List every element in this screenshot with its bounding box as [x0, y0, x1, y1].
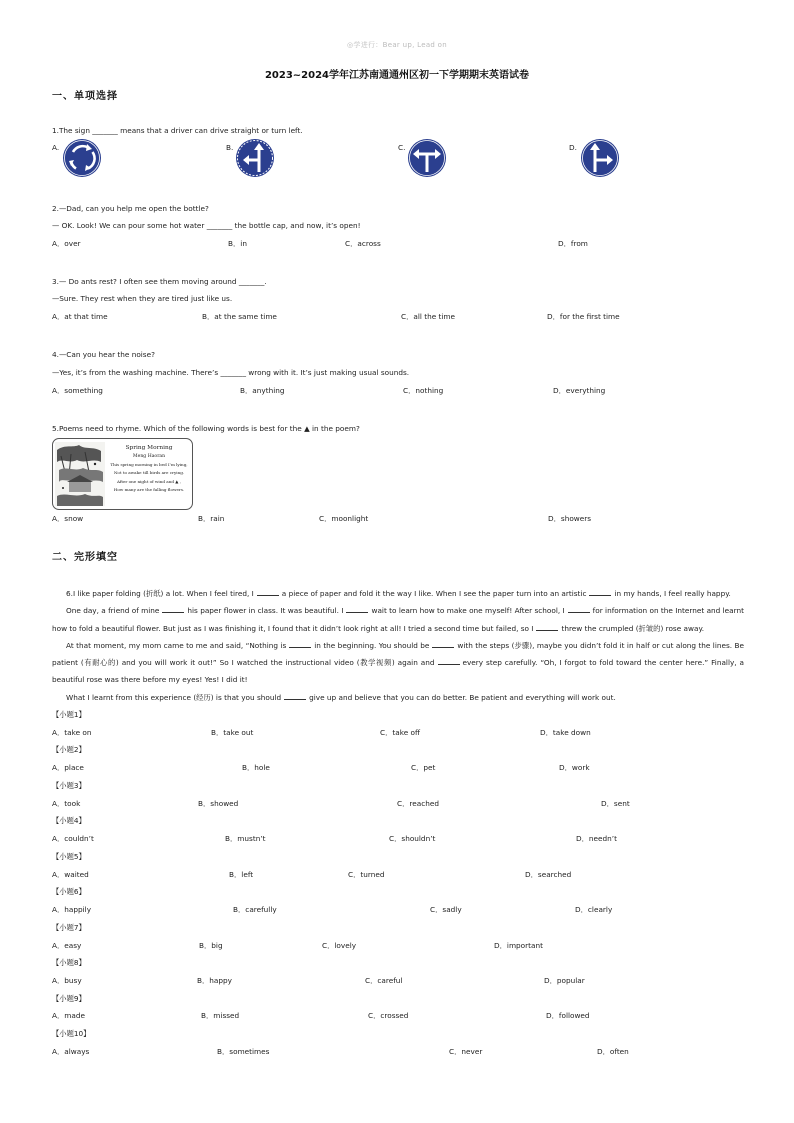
- subquestion-label: 【小题10】: [52, 1029, 91, 1038]
- roundabout-sign-icon: [62, 138, 102, 178]
- poem-author: Meng Haoran: [132, 454, 166, 459]
- straight-or-left-sign-icon: [235, 138, 275, 178]
- subquestion-option: B．mustn’t: [225, 834, 266, 843]
- subquestion-option: D．needn’t: [576, 834, 617, 843]
- subquestion-option: B．big: [199, 941, 223, 950]
- subquestion-label: 【小题1】: [52, 710, 86, 719]
- question-1-option-a-label: A.: [52, 143, 60, 152]
- subquestion-option: D．work: [559, 763, 590, 772]
- question-4-option-c: C．nothing: [403, 386, 444, 395]
- subquestion-label: 【小题2】: [52, 745, 86, 754]
- subquestion-option: B．left: [229, 870, 254, 879]
- question-1-option-c-label: C.: [398, 143, 406, 152]
- subquestion-label: 【小题8】: [52, 958, 86, 967]
- blank-10: [284, 693, 306, 700]
- question-3-option-c: C．all the time: [401, 312, 456, 321]
- subquestion-label: 【小题3】: [52, 781, 86, 790]
- poem-title: Spring Morning: [125, 445, 173, 451]
- cloze-text: for information on the Internet and learnt how to fold a beautiful flower. But just as I was finishing it, I found that it didn’t look right at all! I tried a second time but failed, so I: [52, 606, 744, 633]
- subquestion-option: D．popular: [544, 976, 585, 985]
- subquestion-option: A．couldn’t: [52, 834, 94, 843]
- ink-painting-illustration: [55, 442, 105, 506]
- cloze-text: At that moment, my mom came to me and said, “Nothing is: [66, 640, 287, 650]
- subquestion-option: C．shouldn’t: [389, 834, 436, 843]
- cloze-text: a piece of paper and fold it the way I like. When I see the paper turn into an artistic: [281, 589, 587, 598]
- subquestion-option: C．take off: [380, 728, 420, 737]
- subquestion-option: A．place: [52, 763, 84, 772]
- question-1-stem: 1.The sign _______ means that a driver can drive straight or turn left.: [52, 126, 303, 135]
- subquestion-option: B．missed: [201, 1011, 240, 1020]
- question-2-option-a: A．over: [52, 239, 81, 248]
- subquestion-option: A．took: [52, 799, 81, 808]
- subquestion-option: A．happily: [52, 905, 92, 914]
- question-3-line-2: —Sure. They rest when they are tired just like us.: [52, 294, 233, 303]
- subquestion-option: C．never: [449, 1047, 483, 1056]
- question-4-option-a: A．something: [52, 386, 103, 395]
- question-3-option-b: B．at the same time: [202, 312, 277, 321]
- blank-4: [346, 606, 368, 613]
- subquestion-option: C．sadly: [430, 905, 462, 914]
- subquestion-option: A．easy: [52, 941, 82, 950]
- question-2-line-1: 2.—Dad, can you help me open the bottle?: [52, 204, 209, 213]
- question-2-line-2: — OK. Look! We can pour some hot water _______ the bottle cap, and now, it’s open!: [52, 221, 361, 230]
- subquestion-option: B．showed: [198, 799, 239, 808]
- poem-line: This spring morning in bed I’m lying,: [110, 462, 188, 467]
- subquestion-option: C．lovely: [322, 941, 357, 950]
- poem-line: After one night of wind and ▲ ,: [116, 478, 182, 484]
- watermark: ◎学进行：Bear up, Lead on: [347, 41, 447, 49]
- blank-7: [289, 641, 311, 648]
- question-5-option-a: A．snow: [52, 514, 84, 523]
- cloze-text: wait to learn how to make one myself! After school, I: [371, 606, 565, 616]
- left-or-right-sign-icon: [407, 138, 447, 178]
- subquestion-option: B．take out: [211, 728, 254, 737]
- question-5-stem: 5.Poems need to rhyme. Which of the following words is best for the ▲ in the poem?: [52, 424, 360, 433]
- subquestion-option: D．take down: [540, 728, 591, 737]
- straight-or-right-sign-icon: [580, 138, 620, 178]
- poem-text: [107, 445, 191, 495]
- question-1-option-d-label: D.: [569, 143, 577, 152]
- cloze-text: with the steps (步骤), maybe you didn’t fold it in half or cut along the lines. Be patient (有耐心的) and you will work it out!” So I watched the instructional video (教学视频) again and: [52, 640, 744, 668]
- subquestion-option: D．clearly: [575, 905, 613, 914]
- subquestion-option: A．waited: [52, 870, 89, 879]
- blank-9: [438, 658, 460, 665]
- subquestion-option: A．take on: [52, 728, 92, 737]
- subquestion-label: 【小题4】: [52, 816, 86, 825]
- question-3-option-d: D．for the first time: [547, 312, 620, 321]
- cloze-text: every step carefully. “Oh, I forgot to fold toward the center here.” Finally, a beautiful rose was there before my eyes! Yes! I did it!: [52, 658, 744, 685]
- question-1-option-b-label: B.: [226, 143, 234, 152]
- subquestion-option: D．sent: [601, 799, 630, 808]
- poem-line: Not to awake till birds are crying.: [113, 470, 185, 476]
- blank-2: [589, 589, 611, 596]
- blank-8: [432, 641, 454, 648]
- question-3-line-1: 3.— Do ants rest? I often see them moving around _______.: [52, 277, 267, 286]
- question-5-option-b: B．rain: [198, 514, 225, 523]
- subquestion-label: 【小题7】: [52, 923, 86, 932]
- subquestion-option: A．always: [52, 1047, 90, 1056]
- subquestion-label: 【小题6】: [52, 887, 86, 896]
- subquestion-option: B．carefully: [233, 905, 277, 914]
- subquestion-option: C．careful: [365, 976, 403, 985]
- section-heading-cloze: 二、完形填空: [52, 552, 118, 563]
- subquestion-option: A．made: [52, 1011, 85, 1020]
- cloze-text: in the beginning. You should be: [314, 640, 430, 650]
- question-2-option-b: B．in: [228, 239, 247, 248]
- subquestion-option: A．busy: [52, 976, 82, 985]
- blank-6: [536, 624, 558, 631]
- subquestion-option: D．searched: [525, 870, 572, 879]
- cloze-text: 6.I like paper folding (折纸) a lot. When I feel tired, I: [66, 589, 254, 598]
- subquestion-option: C．turned: [348, 870, 385, 879]
- question-4-option-b: B．anything: [240, 386, 285, 395]
- subquestion-option: D．often: [597, 1047, 629, 1056]
- subquestion-label: 【小题5】: [52, 852, 86, 861]
- blank-5: [568, 606, 590, 613]
- question-5-option-c: C．moonlight: [319, 514, 369, 523]
- question-2-option-c: C．across: [345, 239, 381, 248]
- cloze-text: One day, a friend of mine: [66, 606, 160, 616]
- cloze-text: in my hands, I feel really happy.: [614, 589, 731, 598]
- subquestion-label: 【小题9】: [52, 994, 86, 1003]
- subquestion-option: C．crossed: [368, 1011, 409, 1020]
- cloze-text: What I learnt from this experience (经历) is that you should: [66, 692, 282, 702]
- poem-card: [52, 438, 193, 510]
- blank-3: [162, 606, 184, 613]
- subquestion-option: D．important: [494, 941, 543, 950]
- question-5-option-d: D．showers: [548, 514, 592, 523]
- cloze-text: his paper flower in class. It was beautiful. I: [187, 606, 344, 616]
- question-4-line-2: —Yes, it’s from the washing machine. There’s _______ wrong with it. It’s just making usual sounds.: [52, 368, 410, 377]
- subquestion-option: C．pet: [411, 763, 436, 772]
- cloze-text: threw the crumpled (折皱的) rose away.: [561, 623, 705, 633]
- page-title: 2023~2024学年江苏南通通州区初一下学期期末英语试卷: [264, 70, 530, 81]
- subquestion-option: B．hole: [242, 763, 270, 772]
- subquestion-option: D．followed: [546, 1011, 590, 1020]
- subquestion-option: B．happy: [197, 976, 232, 985]
- subquestion-option: B．sometimes: [217, 1047, 270, 1056]
- question-2-option-d: D．from: [558, 239, 588, 248]
- poem-line: How many are the falling flowers.: [113, 486, 185, 492]
- question-3-option-a: A．at that time: [52, 312, 108, 321]
- blank-1: [257, 589, 279, 596]
- subquestion-option: C．reached: [397, 799, 439, 808]
- cloze-passage: [52, 585, 744, 706]
- question-4-line-1: 4.—Can you hear the noise?: [52, 350, 155, 359]
- section-heading-single-choice: 一、单项选择: [52, 91, 118, 102]
- question-4-option-d: D．everything: [553, 386, 606, 395]
- cloze-text: give up and believe that you can do better. Be patient and everything will work out.: [309, 692, 616, 702]
